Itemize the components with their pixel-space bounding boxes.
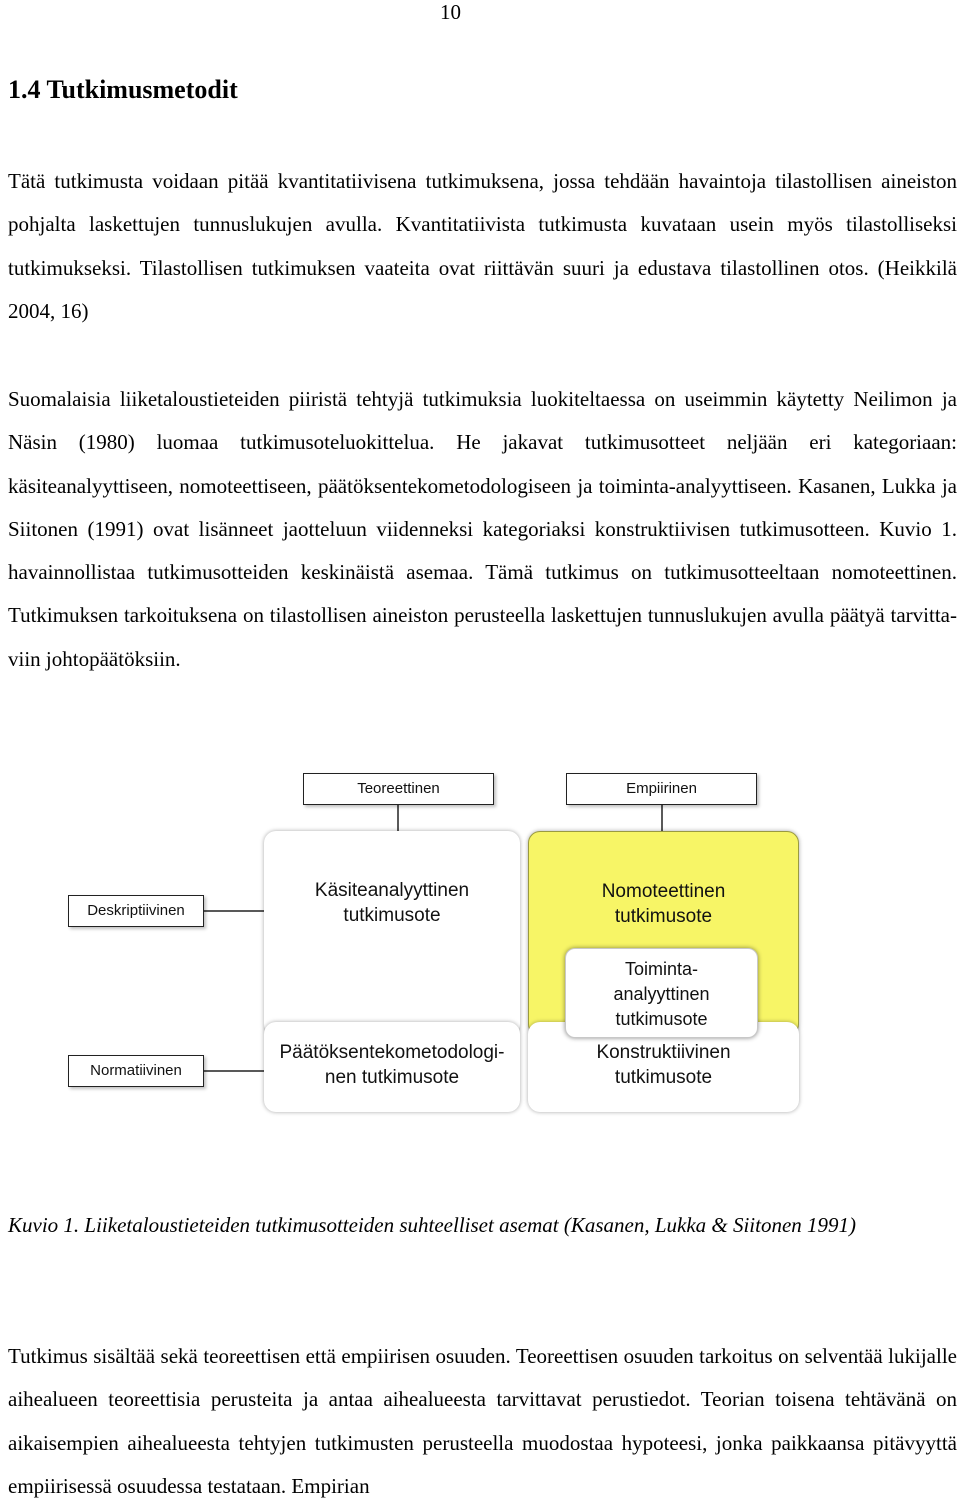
cell-paatoksentekometodologinen-label: Päätöksentekometodologi- nen tutkimusote bbox=[279, 1042, 505, 1088]
research-approach-diagram bbox=[68, 768, 814, 1108]
cell-kasiteanalyyttinen bbox=[264, 831, 520, 1036]
paragraph-classification: Suomalaisia liiketaloustieteiden piiristä tehtyjä tutkimuksia luokiteltaessa on useimmin käytetty Neilimon ja Näsin (1980) luomaa tutkimusoteluokittelua. He jakavat tutkimusotteet neljään eri kategoriaan: käsiteanalyyttiseen, nomoteettiseen, päätöksentekometodologiseen ja toiminta-analyyttiseen. Kasanen, Lukka ja Siitonen (1991) ovat lisänneet jaotteluun viidenneksi kategoriaksi konstruktiivisen tutkimusotteen. Kuvio 1. havainnollistaa tutkimusotteiden keskinäistä asemaa. Tämä tutkimus on tutkimusotteeltaan nomoteettinen. Tutkimuksen tarkoituksena on tilastollisen aineiston perusteella laskettujen tunnuslukujen avulla päätyä tarvittaviin johtopäätöksiin. bbox=[8, 387, 957, 671]
cell-toiminta-analyyttinen bbox=[565, 948, 758, 1038]
cell-konstruktiivinen-label: Konstruktiivinen tutkimusote bbox=[596, 1042, 731, 1088]
axis-label-teoreettinen: Teoreettinen bbox=[303, 773, 494, 805]
paragraph-intro: Tätä tutkimusta voidaan pitää kvantitatiivisena tutkimuksena, jossa tehdään havaintoja tilastollisen aineiston pohjalta laskettujen tunnuslukujen avulla. Kvantitatiivista tutkimusta kuvataan usein myös tilastolliseksi tutkimukseksi. Tilastollisen tutkimuksen vaateita ovat riittävän suuri ja edustava tilastollinen otos. (Heikkilä 2004, 16) bbox=[8, 169, 957, 323]
cell-nomoteettinen-label: Nomoteettinen tutkimusote bbox=[601, 881, 726, 927]
paragraph-structure: Tutkimus sisältää sekä teoreettisen että empiirisen osuuden. Teoreettisen osuuden tarkoitus on selventää lukijalle aihealueen teoreettisia perusteita ja antaa aihealueesta tarvittavat perustiedot. Teorian toisena tehtävänä on aikaisempien aihealueesta tehtyjen tutkimusten perusteella muodostaa hypoteesi, jonka paikkaansa pitävyyttä empiirisessä osuudessa testataan. Empirian bbox=[8, 1344, 957, 1498]
section-heading: 1.4 Tutkimusmetodit bbox=[8, 75, 238, 104]
page-number: 10 bbox=[440, 0, 461, 24]
cell-toiminta-analyyttinen-label: Toiminta- analyyttinen tutkimusote bbox=[613, 959, 710, 1029]
figure-caption: Kuvio 1. Liiketaloustieteiden tutkimusotteiden suhteelliset asemat (Kasanen, Lukka & Siitonen 1991) bbox=[8, 1213, 857, 1237]
cell-kasiteanalyyttinen-label: Käsiteanalyyttinen tutkimusote bbox=[314, 880, 470, 926]
axis-label-empiirinen: Empiirinen bbox=[566, 773, 757, 805]
axis-label-deskriptiivinen: Deskriptiivinen bbox=[68, 895, 204, 927]
axis-label-normatiivinen: Normatiivinen bbox=[68, 1055, 204, 1087]
cell-paatoksentekometodologinen bbox=[264, 1022, 520, 1112]
